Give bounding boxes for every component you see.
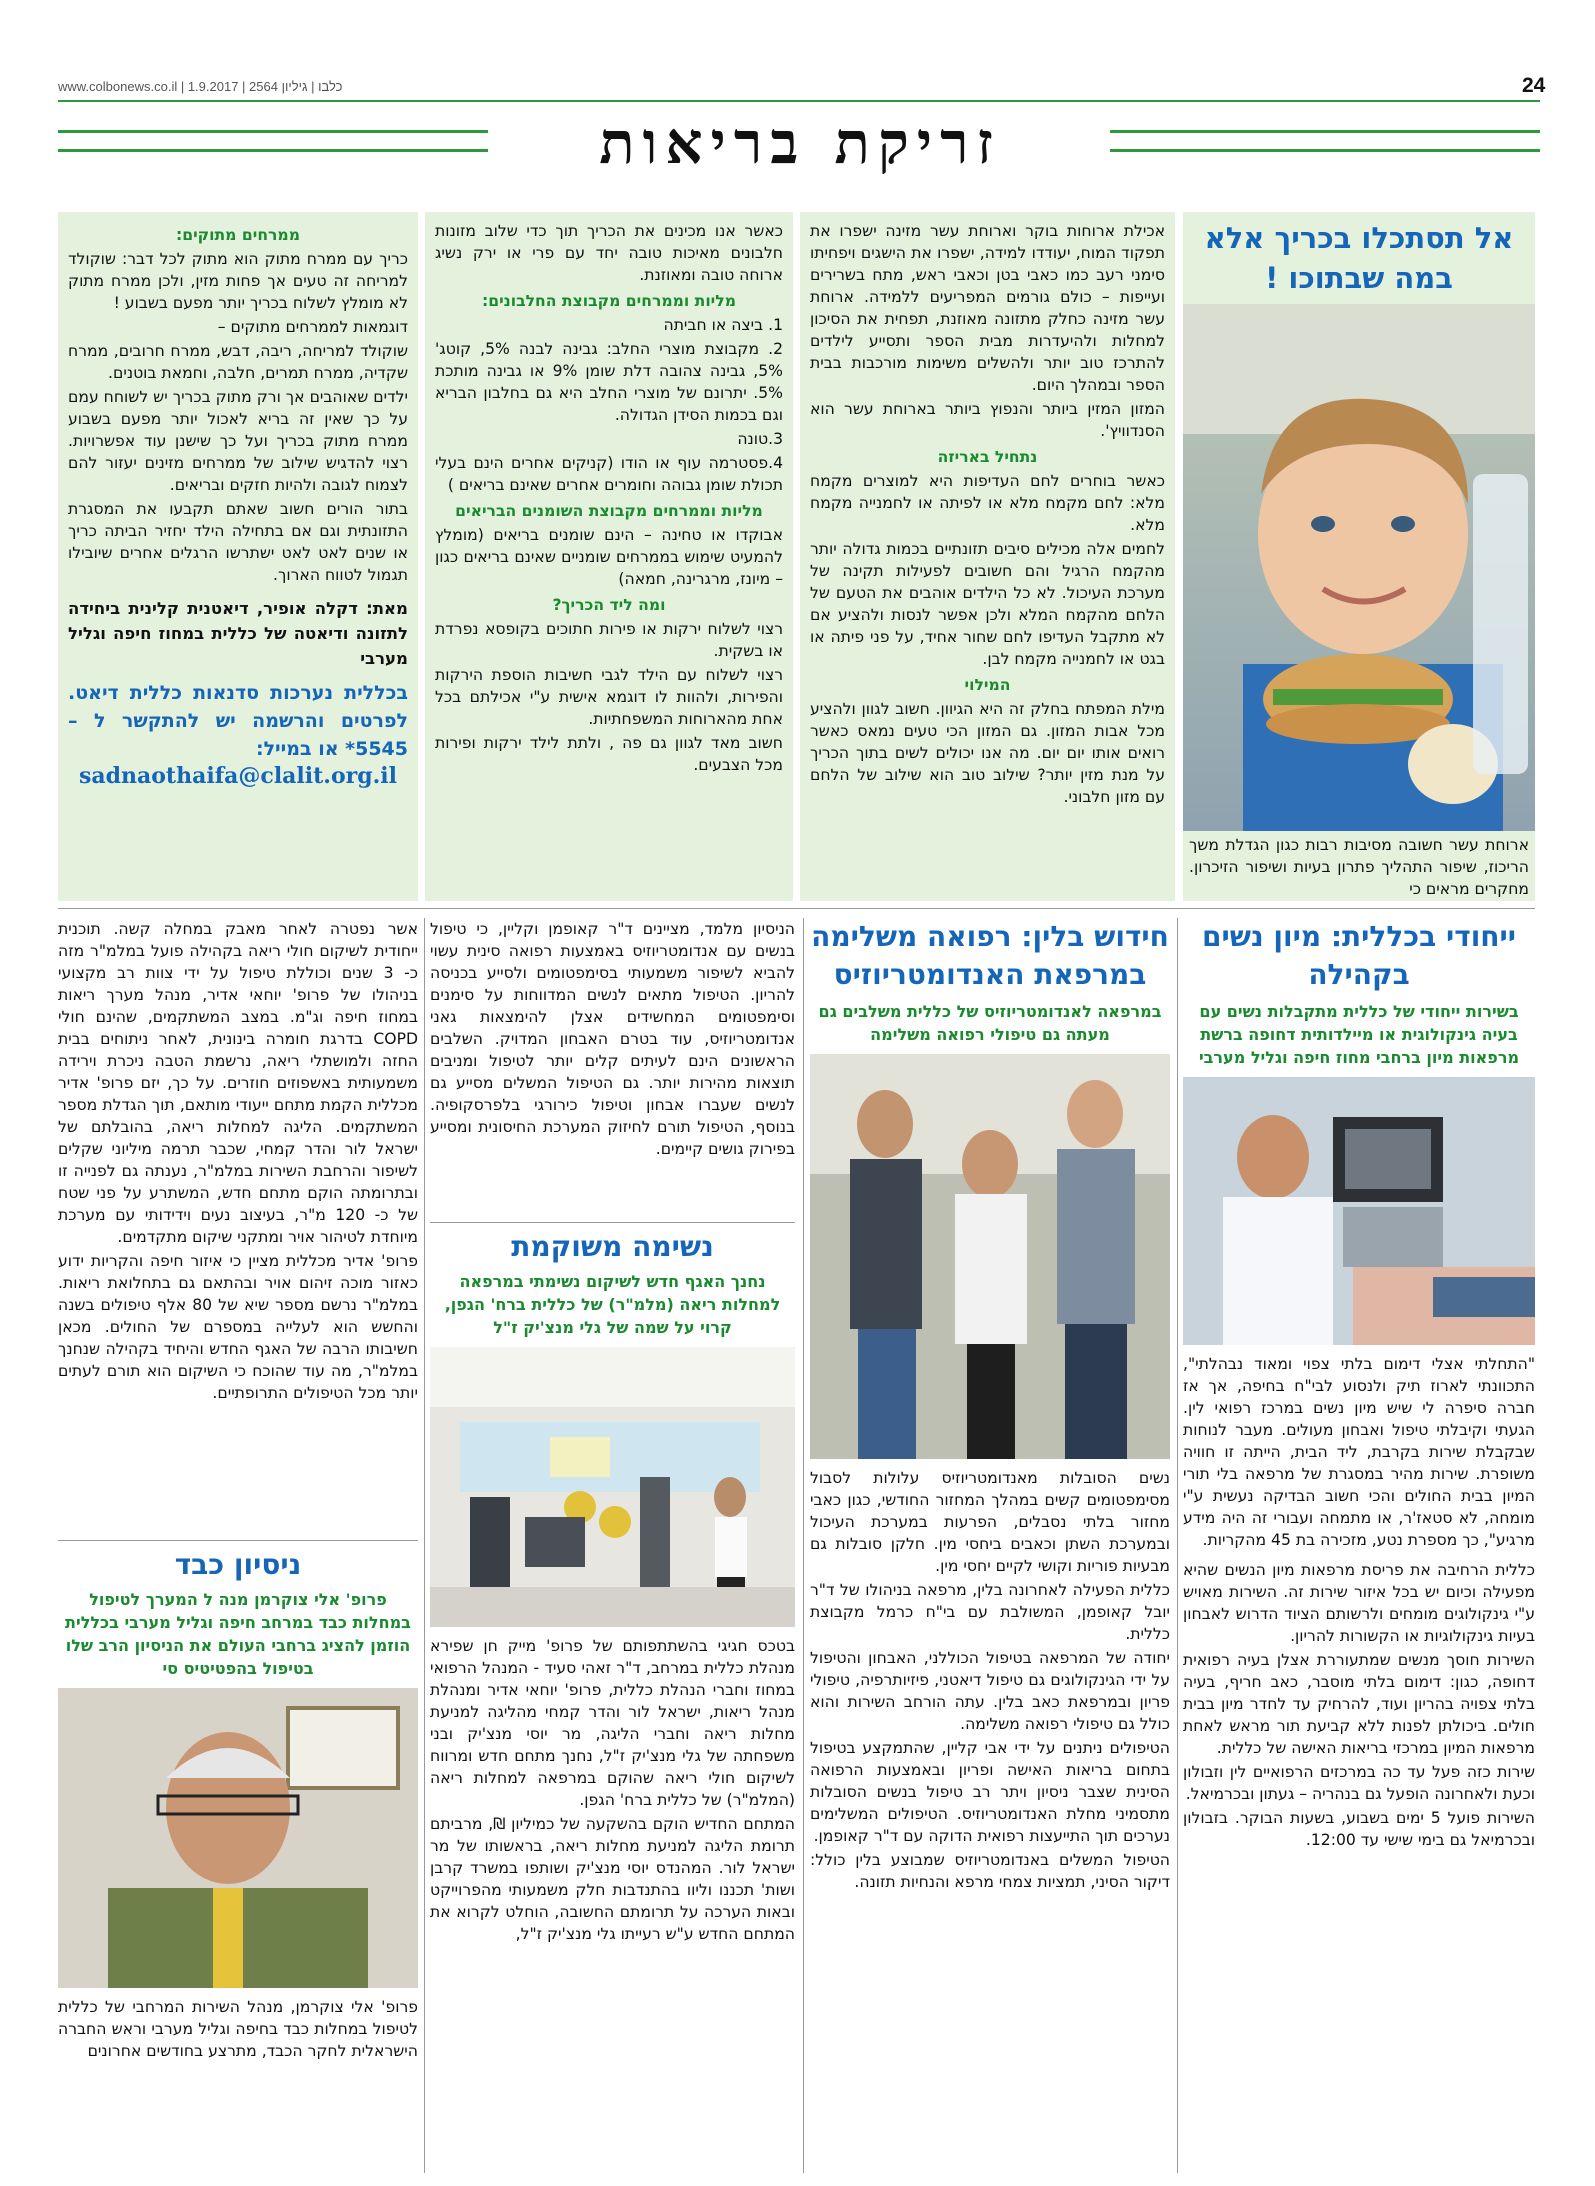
- endo-body-4: הטיפולים ניתנים על ידי אבי קליין, שהתמקצע בטיפול בתחום בריאות האישה ופריון ובאמצעות הרפואה הסינית שצבר ניסיון ויתר רב טיפול בנשים הסובלות מתסמיני מחלת האנדומטריוזיס. הטיפולים המשלימים נערכים תוך התייעצות רפואית הדוקה עם ד"ר קאופמן.: [810, 1739, 1170, 1845]
- endo-headline: חידוש בלין: רפואה משלימה במרפאת האנדומטריוזיס: [811, 920, 1169, 991]
- page-header: [0, 0, 1595, 177]
- nutrition-cta: בכללית נערכות סדנאות כללית דיאט. לפרטים והרשמה יש להתקשר ל – 5545* או במייל:: [68, 682, 408, 760]
- nutrition-headline: אל תסתכלו בכריך אלא במה שבתוכו !: [1204, 221, 1514, 295]
- protein-item-1: 1. ביצה או חביתה: [663, 316, 783, 334]
- issue-meta: www.colbonews.co.il | כלבו | גיליון 2564 | 1.9.2017: [58, 79, 343, 94]
- nutrition-headline-box: [1183, 212, 1535, 304]
- nutrition-col2b-p2: לחמים אלה מכילים סיבים תזונתיים בכמות גדולה יותר מהקמח הרגיל והם חשובים לפעילות תקינה של מערכת העיכול. לא כל הילדים אוהבים את הטעם של הלחם מהקמח המלא ולכן אפשר לנסות ולהציע אם לא מתקבל העדיפו לחם שחור אחיד, על פני פיתה או בגט או לחמנייה מקמח לבן.: [810, 540, 1165, 668]
- divider-col-1: [1177, 918, 1178, 2173]
- subhead-fats: מליות וממרחים מקבוצת השומנים הבריאים: [455, 502, 763, 520]
- protein-item-4: 4.פסטרמה עוף או הודו (קניקים אחרים הינם בעלי תכולת שומן גבוהה וחומרים אחרים שאינם בריאים ): [435, 454, 783, 494]
- women-body-3: השירות חוסך מנשים שמתעוררת אצלן בעיה רפואית דחופה, כגון: דימום בלתי מוסבר, כאב חריף, בעיה בלתי צפויה בהריון ועוד, להרחיק עד לחדר מיון בבית חולים. ביכולתן לפנות ללא קביעת תור מראש לאחת מרפאות המיון במרכזי בריאות האישה של כללית.: [1183, 1651, 1535, 1757]
- women-deck: בשירות ייחודי של כללית מתקבלות נשים עם בעיה גינקולוגית או מיילדותית דחופה ברשת מרפאות מיון ברחבי מחוז חיפה וגליל מערבי: [1198, 1002, 1520, 1067]
- page-number: 24: [1522, 74, 1546, 97]
- subhead-side: ומה ליד הכריך?: [552, 596, 666, 614]
- sweet-text-5: בתור הורים חשוב שאתם תקבעו את המסגרת התזונתית וגם אם בתחילה הילד יחזיר הביתה כריך או שנים לאט לאט ישתרשו הרגלים אחרים שיובילו תגמול לטווח הארוך.: [68, 500, 408, 584]
- sweet-text-4: ילדים שאוהבים אך ורק מתוק בכריך יש לשוחח עמם על כך שאין זה בריא לאכול יותר מפעם בשבוע ממרח מתוק בכריך ועל כך שישנן עוד אפשרויות. רצוי להדגיש שילוב של ממרחים מזינים יעזור להם לצמוח לגובה ולהיות חזקים ובריאים.: [68, 388, 408, 494]
- nutrition-caption-text: ארוחת עשר חשובה מסיבות רבות כגון הגדלת משך הריכוז, שיפור התהליך פתרון בעיות ושיפור הזיכרון. מחקרים מראים כי: [1189, 836, 1529, 898]
- ultrasound-image: [1183, 1077, 1535, 1345]
- sweet-text-1: כריך עם ממרח מתוק הוא מתוק לכל דבר: שוקולד למריחה זה טעים אך פחות מזין, ולכן ממרח מתוק לא מומלץ לשלוח בכריך יותר מפעם בשבוע !: [68, 250, 408, 312]
- rehab-room-image: [430, 1347, 795, 1627]
- doctor-portrait-image: [58, 1688, 418, 1988]
- liver-photo: [58, 1688, 418, 1988]
- nutrition-col2-p2: המזון המזין ביותר והנפוץ ביותר בארוחת עשר הוא הסנדוויץ'.: [810, 400, 1165, 440]
- nutrition-byline: מאת: דקלה אופיר, דיאטנית קלינית ביחידה לתזונה ודיאטה של כללית במחוז חיפה וגליל מערבי: [68, 599, 408, 668]
- breath-body-2: המתחם החדיש הוקם בהשקעה של כמיליון ₪, מרביתם תרומת הליגה למניעת מחלות ריאה, בראשותו של מר ישראל לור. המהנדס יוסי מנצ'יק ושותפו במשרד קרבן ושות' תכננו וליוו בהתנדבות חלק משמעותי מהפרוייקט ובאות הערכה על תרומתם החשובה, הוחלט לקרוא את המתחם החדש ע"ש רעייתו גלי מנצ'יק ז"ל,: [430, 1815, 795, 1943]
- endo-story: [810, 918, 1170, 2173]
- liver-caption: פרופ' אלי צוקרמן, מנהל השירות המרחבי של כללית לטיפול במחלות כבד בחיפה וגליל מערבי וראש החברה הישראלית לחקר הכבד, מתרצע בחודשים אחרונים: [58, 1998, 418, 2060]
- fats-text: אבוקדו או טחינה – הינם שומנים בריאים (מומלץ להמעיט שימוש בממרחים שומניים שאינם בריאים כגון – מיונז, מרגרינה, חמאה): [435, 526, 783, 588]
- nutrition-column-3: [425, 212, 793, 901]
- protein-item-2: 2. מקבוצת מוצרי החלב: גבינה לבנה 5%, קוטג' 5%, גבינה צהובה דלת שומן 9% או גבינה מותכת 5%. יתרונם של מוצרי החלב היא גם בחלבון הבריא וגם בכמות הסידן הגדולה.: [435, 340, 783, 424]
- divider-top-bottom: [58, 908, 1535, 909]
- women-story: [1183, 918, 1535, 2173]
- breath-col-text: אשר נפטרה לאחר מאבק במחלה קשה. תוכנית ייחודית לשיקום חולי ריאה בקהילה פועל במלמ"ר מזה כ- 3 שנים וכוללת טיפול על ידי צוות רב מקצועי בניהולו של פרופ' יוחאי אדיר, מנהל מערך ריאות במחוז חיפה וג"מ. במצב המשתקמים, שהינם חולי COPD בדרגת חומרה בינונית, לאחר ניתוחים בבית החזה ולמושתלי ריאה, נרשמת הטבה ניכרת וירידה משמעותית באשפוזים חוזרים. על כך, יזם פרופ' אדיר מכללית הקמת מתחם ייעודי מותאם, תוך הגדלת מספר המשתקמים. הליגה למחלות ריאה, בהובלתם של ישראל לור והדר קמחי, שכבר תרמה מיליוני שקלים לשיפור והרחבת השירות במלמ"ר, נענתה גם לפנייה זו ובתרומתה הוקם מתחם חדש, המשתרע על פני שטח של כ- 120 מ"ר, בעיצוב נעים וידידותי עם מערכת מיוחדת לטיהור אויר ומתקני שיקום מתקדמים.: [58, 920, 418, 1246]
- endo-body-3: יחודה של המרפאה בטיפול הכוללני, האבחון והטיפול על ידי הגינקולוגים גם טיפול דיאטני, פיזיותרפיה, טיפולי פריון ובמרפאת כאב בלין. עתה הורחב השירות והוא כולל גם טיפולי רפואה משלימה.: [810, 1649, 1170, 1733]
- sweet-text-3: שוקולד למריחה, ריבה, דבש, ממרח חרובים, ממרח שקדיה, ממרח תמרים, חלבה, וחמאת בוטנים.: [68, 342, 408, 382]
- breath-deck: נחנך האגף חדש לשיקום נשימתי במרפאה למחלות ריאה (מלמ"ר) של כללית ברח' הגפן, קרוי על שמה של גלי מנצ'יק ז"ל: [444, 1272, 781, 1337]
- divider-col-2: [803, 918, 804, 2173]
- subhead-packaging: נתחיל באריזה: [937, 448, 1038, 466]
- nutrition-caption: [1183, 831, 1535, 901]
- endo-body-5: הטיפול המשלים באנדומטריוזיס שמבוצע בלין כולל: דיקור הסיני, תמציות צמחי מרפא והנחיות תזונה.: [810, 1851, 1170, 1891]
- endo-col-text: הניסיון מלמד, מציינים ד"ר קאופמן וקליין, כי טיפול בנשים עם אנדומטריוזיס באמצעות רפואה סינית עשוי להביא לשיפור משמעותי בסימפטומים ולסייע בכניסה להריון. הטיפול מתאים לנשים המדווחות על סימנים וסימפטומים המחשידים אצלן להימצאות גאני אנדומטריוזיס, עוד בטרם האבחון המדויק. השלבים הראשונים הינם לעיתים קלים יותר לטיפול ומניבים תוצאות מהירות יותר. גם הטיפול המשלים מסייע גם לנשים שעברו אבחון וטיפול כירורגי בלפרסקופיה. בנוסף, הטיפול תורם לחיזוק המערכת החיסונית ומסייע בפירוק גושים קיימים.: [430, 920, 795, 1158]
- divider-liver: [58, 1540, 418, 1541]
- boy-sandwich-image: [1183, 304, 1535, 831]
- header-ornament-right: [1110, 130, 1540, 152]
- breath-story: [430, 1228, 795, 2173]
- women-body-4: שירות כזה פעל עד כה במרכזים הרפואיים לין וזבולון וכעת ולאחרונה הופעל גם בנהריה – געתון ובכרמיאל.: [1183, 1763, 1535, 1803]
- liver-headline: ניסיון כבד: [174, 1548, 302, 1581]
- breath-continued: [58, 918, 418, 1536]
- subhead-sweet: ממרחים מתוקים:: [175, 226, 300, 244]
- endo-body-1: נשים הסובלות מאנדומטריוזיס עלולות לסבול מסימפטומים קשים במהלך המחזור החודשי, כגון כאבי מחזור בלתי נסבלים, הפרעות במערכת העיכול ובמערכת השתן וכאבים ביחסי מין. חלקן סובלות גם מבעיות פוריות וקושי לקיים יחסי מין.: [810, 1469, 1170, 1575]
- women-body-5: השירות פועל 5 ימים בשבוע, בשעות הבוקר. בזבולון ובכרמיאל גם בימי שישי עד 12:00.: [1183, 1809, 1535, 1849]
- breath-photo: [430, 1347, 795, 1627]
- women-headline: ייחודי בכללית: מיון נשים בקהילה: [1201, 920, 1517, 991]
- nutrition-col2c-p1: מילת המפתח בחלק זה היא הגיוון. חשוב לגוון ולהציע מכל אבות המזון. גם המזון הכי טעים נמאס כאשר רואים אותו יום יום. מה אנו יכולים לשים בתוך הכריך על מנת מזין יותר? שילוב טוב הוא שילוב של הלחם עם מזון חלבוני.: [810, 700, 1165, 806]
- boy-sandwich-photo: [1183, 304, 1535, 831]
- divider-col-3: [424, 918, 425, 2173]
- section-title: זריקת בריאות: [599, 109, 1001, 177]
- endo-deck: במרפאה לאנדומטריוזיס של כללית משלבים גם מעתה גם טיפולי רפואה משלימה: [818, 1002, 1162, 1044]
- breath-body-1: בטכס חגיגי בהשתתפותם של פרופ' מייק חן שפירא מנהלת כללית במרחב, ד"ר זאהי סעיד - המנהל הרפואי במחוז וחברי הנהלת כללית, פרופ' יוחאי אדיר ומנהלת מנהל ריאות, ישראל לור והדר קמחי מהליגה למניעת מחלות ריאה וחברי הליגה, מר יוסי מנצ'יק ובני משפחתה של גלי מנצ'יק ז"ל, נחנך מתחם חדש ומרווח לשיקום חולי ריאה שהוקם במרפאה למחלות ריאה (המלמ"ר) של כללית ברח' הגפן.: [430, 1637, 795, 1809]
- endo-photo: [810, 1054, 1170, 1459]
- endo-continued: [430, 918, 795, 1218]
- nutrition-column-2: [800, 212, 1175, 901]
- nutrition-col3-intro: כאשר אנו מכינים את הכריך תוך כדי שלוב מזונות חלבונים מאיכות טובה יחד עם פרי או ירק נשיג ארוחה טובה ומאוזנת.: [435, 222, 783, 284]
- side-text-1: רצוי לשלוח ירקות או פירות חתוכים בקופסא נפרדת או בשקית.: [435, 620, 783, 660]
- header-ornament-left: [58, 130, 488, 152]
- liver-deck: פרופ' אלי צוקרמן מנה ל המערך לטיפול במחלות כבד במרחב חיפה וגליל מערבי בכללית הוזמן להציג ברחבי העולם את הניסיון הרב שלו בטיפול בהפטיטיס סי: [65, 1590, 411, 1678]
- nutrition-column-4: [58, 212, 418, 901]
- protein-item-3: 3.טונה: [737, 430, 783, 448]
- women-body-1: "התחלתי אצלי דימום בלתי צפוי ומאוד נבהלתי", התכוונתי לארוז תיק ולנסוע לבי"ח בחיפה, אך אז חברה סיפרה לי שיש מיון נשים במרכז רפואי לין. הגעתי וקיבלתי טיפול ואבחון מעולים. מעבר לנוחות שבקבלת שירות בקרבת, ליד הבית, הייתה זו חוויה משופרת. שירות מהיר במסגרת של מרפאה בלי תורי המיון בבית החולים והכי חשוב הבדיקה נעשית ע"י מומחה, לא סטאז'ר, או מתמחה ועבורי זה היה מידע מרגיע", כך מספרת נטע, מזכירה בת 45 מהקריות.: [1183, 1355, 1535, 1549]
- side-text-2: רצוי לשלוח עם הילד לגבי חשיבות הוספת הירקות והפירות, ולהוות לו דוגמא אישית ע"י אכילתם בכל אחת מהארוחות המשפחתיות.: [435, 666, 783, 728]
- subhead-filling: המילוי: [964, 676, 1011, 694]
- nutrition-email-link[interactable]: sadnaothaifa@clalit.org.il: [78, 763, 397, 789]
- divider-breath: [430, 1222, 795, 1223]
- sweet-text-2: דוגמאות לממרחים מתוקים –: [217, 318, 408, 336]
- nutrition-col2b-p1: כאשר בוחרים לחם העדיפות היא למוצרים מקמח מלא: לחם מקמח מלא או לפיתה או לחמנייה מקמח מלא.: [810, 472, 1165, 534]
- header-rule: [58, 100, 1540, 102]
- nutrition-col2-p1: אכילת ארוחות בוקר וארוחת עשר מזינה ישפרו את תפקוד המוח, יעודדו למידה, ישפרו את הישגים ויפחיתו סימני רעב כמו כאבי בטן וכאבי ראש, מתח בשרירים ועייפות – כולם גורמים המפריעים ללמידה. ארוחת עשר מזינה כחלק מתזונה מאוזנת, תפחית את הסיכון למחלות ולהיעדרות מבית הספר ותסייע לילדים להתרכז טוב יותר ולהשלים משימות מורכבות בבית הספר ובמהלך היום.: [810, 222, 1165, 394]
- side-text-3: חשוב מאד לגוון גם פה , ולתת לילד ירקות ופירות מכל הצבעים.: [435, 734, 783, 774]
- staff-group-image: [810, 1054, 1170, 1459]
- subhead-protein: מליות וממרחים מקבוצת החלבונים:: [481, 292, 736, 310]
- women-photo: [1183, 1077, 1535, 1345]
- liver-story: [58, 1546, 418, 2173]
- women-body-2: כללית הרחיבה את פריסת מרפאות מיון הנשים שהיא מפעילה וכיום יש בכל איזור שירות זה. השירות מאויש ע"י גינקולוגים מומחים ולרשותם הציוד הדרוש לאבחון בעיות גינקולוגיות או הקשורות להריון.: [1183, 1561, 1535, 1645]
- breath-headline: נשימה משוקמת: [511, 1230, 714, 1263]
- endo-body-2: כללית הפעילה לאחרונה בלין, מרפאה בניהולו של ד"ר יובל קאופמן, המשולבת עם בי"ח כרמל מקבוצת כללית.: [810, 1581, 1170, 1643]
- breath-col-text-2: פרופ' אדיר מכללית מציין כי איזור חיפה והקריות ידוע כאזור מוכה זיהום אויר ובהתאם גם בתחלואת ריאות. במלמ"ר נרשם מספר שיא של 80 אלף טיפולים בשנה והחשש הוא לעלייה במספרם של החולים. מכאן חשיבותו הרבה של האגף החדש והיחיד בקהילה שנחנך במלמ"ר, מה עוד שהוכח כי השיקום הוא תורם לעתים יותר מכל הטיפולים התרופתיים.: [58, 1252, 418, 1402]
